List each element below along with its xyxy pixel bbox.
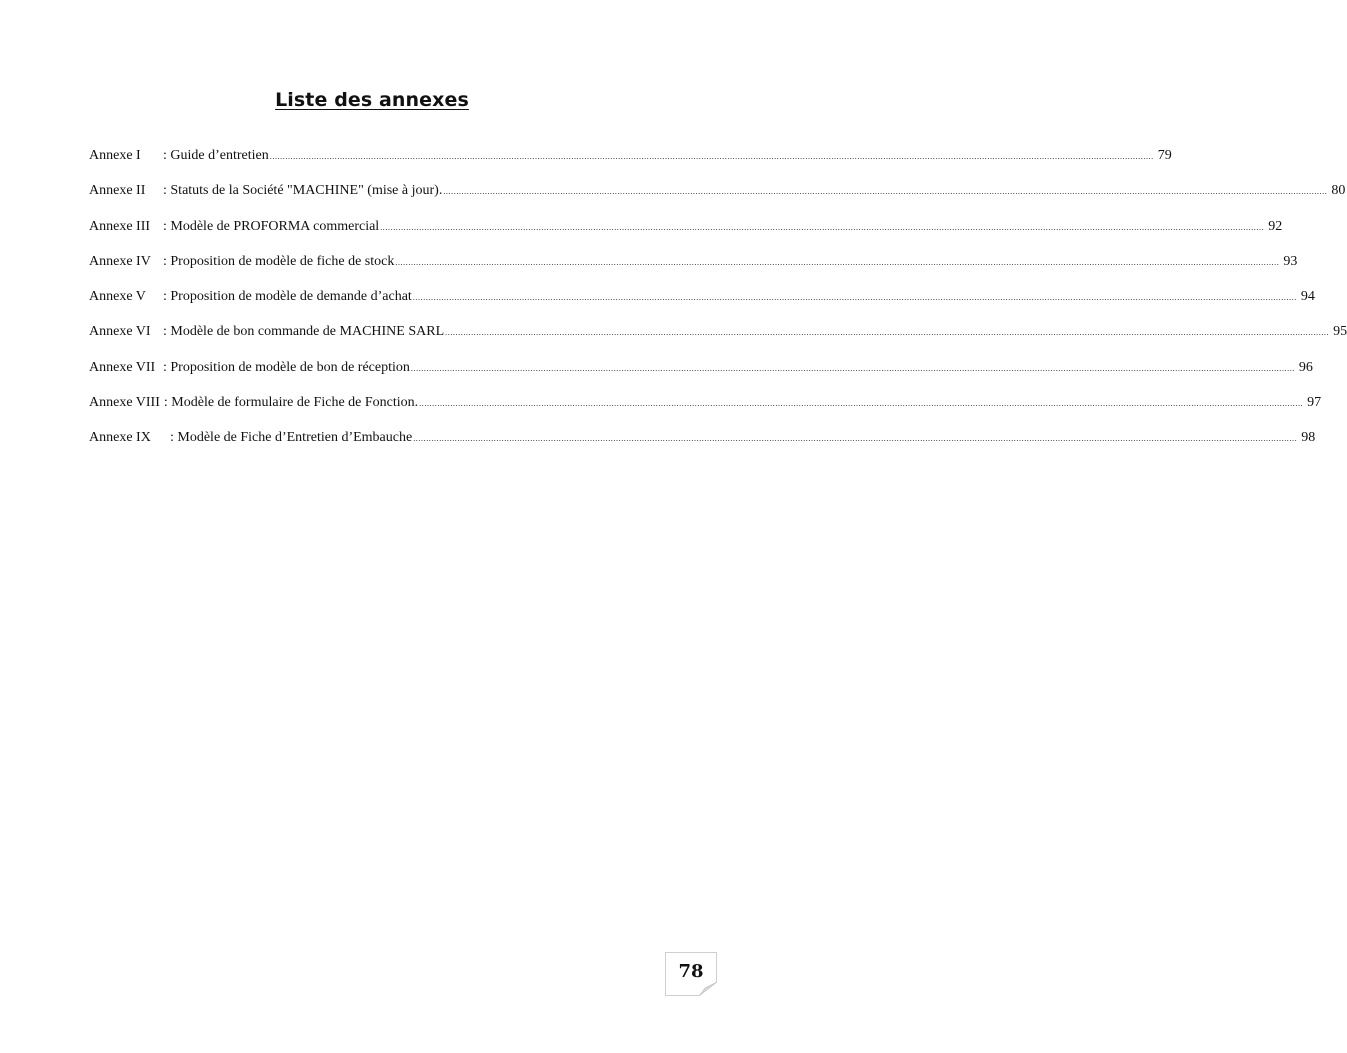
toc-entry-label: Annexe I	[89, 148, 141, 163]
page-number: 78	[678, 961, 704, 982]
toc-entry-label: Annexe III	[89, 218, 151, 234]
toc-entry-page: 92	[1268, 218, 1283, 234]
toc-entry-page: 94	[1300, 289, 1315, 305]
toc-entry-label: Annexe IV	[89, 253, 151, 269]
toc-entry-label: Annexe VI	[89, 324, 151, 340]
toc-entry-title: : Modèle de formulaire de Fiche de Fonction.	[163, 395, 419, 411]
toc-entry-title: : Modèle de bon commande de MACHINE SARL	[163, 324, 445, 340]
toc-entry-page: 80	[1331, 183, 1346, 199]
page-curl-icon	[699, 982, 717, 996]
dot-leader	[411, 364, 1295, 373]
toc-entry-title: : Proposition de modèle de demande d’achat	[163, 289, 412, 305]
toc-entry-page: 96	[1298, 359, 1313, 375]
toc-entry-title: : Proposition de modèle de fiche de stock	[163, 253, 395, 269]
toc-entry-label: Annexe II	[89, 183, 146, 199]
toc-entry-title: : Modèle de Fiche d’Entretien d’Embauche	[170, 430, 413, 446]
page-number-box	[665, 952, 717, 996]
dot-leader	[443, 187, 1327, 196]
toc-entry-page: 98	[1301, 430, 1316, 446]
dot-leader	[445, 328, 1329, 337]
toc-entry-annexe-v[interactable]	[89, 289, 1315, 324]
page-title: Liste des annexes	[275, 89, 469, 111]
toc-entry-annexe-vi[interactable]	[89, 324, 1347, 359]
toc-entry-page: 79	[1157, 148, 1172, 163]
toc-entry-annexe-ix[interactable]	[89, 430, 1316, 465]
dot-leader	[413, 293, 1297, 302]
toc-entry-label: Annexe VII	[89, 359, 156, 375]
toc-entry-title: : Proposition de modèle de bon de réception	[163, 359, 410, 375]
dot-leader	[270, 152, 1154, 161]
toc-entry-annexe-vii[interactable]	[89, 359, 1313, 395]
annex-list	[89, 148, 1347, 466]
toc-entry-annexe-iii[interactable]	[89, 218, 1283, 254]
toc-entry-annexe-viii[interactable]	[89, 395, 1322, 430]
toc-entry-label: Annexe V	[89, 289, 146, 305]
toc-entry-annexe-ii[interactable]	[89, 183, 1346, 218]
toc-entry-annexe-i[interactable]	[89, 148, 1172, 183]
toc-entry-page: 97	[1307, 395, 1322, 411]
toc-entry-page: 93	[1283, 253, 1298, 269]
toc-entry-page: 95	[1333, 324, 1347, 340]
dot-leader	[395, 258, 1279, 267]
dot-leader	[419, 399, 1303, 408]
toc-entry-label: Annexe VIII	[89, 395, 160, 411]
toc-entry-title: : Modèle de PROFORMA commercial	[163, 218, 380, 234]
dot-leader	[380, 223, 1264, 232]
toc-entry-title: : Statuts de la Société "MACHINE" (mise à jour).	[163, 183, 443, 199]
dot-leader	[413, 434, 1297, 443]
toc-entry-label: Annexe IX	[89, 430, 151, 446]
toc-entry-title: : Guide d’entretien	[163, 148, 269, 163]
toc-entry-annexe-iv[interactable]	[89, 253, 1298, 289]
